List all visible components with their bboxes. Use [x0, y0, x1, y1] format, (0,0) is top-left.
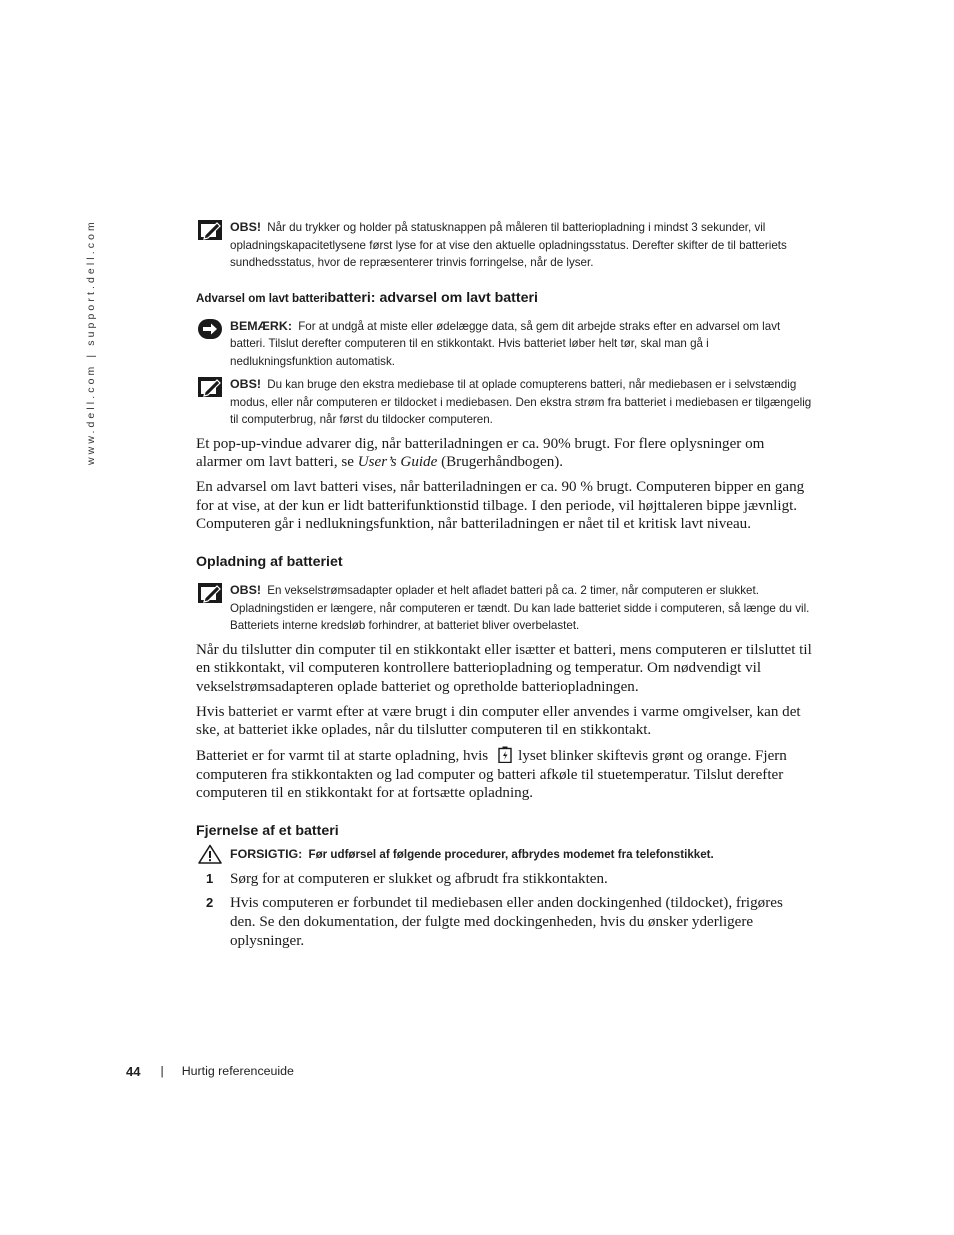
page-footer: [126, 1061, 294, 1081]
section-heading-advarsel: [196, 289, 812, 308]
pencil-note-icon: [198, 220, 222, 240]
note-text: Før udførsel af følgende procedurer, afbrydes modemet fra telefonstikket.: [308, 848, 714, 862]
note-label: OBS!: [230, 220, 261, 234]
pencil-note-icon: [198, 377, 222, 397]
pencil-note-icon: [198, 583, 222, 603]
paragraph-varmt: Hvis batteriet er varmt efter at være brugt i din computer eller anvendes i varme omgivelser, kan det ske, at batteriet ikke oplades, når du tilslutter computeren til en stikkontakt.: [196, 703, 801, 739]
step-text: Hvis computeren er forbundet til mediebasen eller anden dockingenhed (tildocket), frigøres den. Se den dokumentation, der fulgte med dockingenheden, hvis du ønsker yderligere oplysninger.: [230, 895, 783, 949]
note-obs-statusknap: [196, 219, 812, 272]
heading-small-part: Advarsel om lavt batteri: [196, 291, 328, 305]
paragraph-popup: [196, 435, 812, 472]
section-heading-fjernelse: Fjernelse af et batteri: [196, 823, 339, 840]
paragraph-text: lyset blinker skiftevis grønt og orange. Fjern computeren fra stikkontakten og lad computer og batteri afkøle til stuetemperatur. Tilslut derefter computeren til en stikkontakt for at fortsætte opladning.: [196, 748, 787, 802]
note-label: OBS!: [230, 583, 261, 598]
note-obs-adapter: [196, 582, 812, 635]
note-bemaerk: [196, 318, 812, 371]
note-label: BEMÆRK:: [230, 318, 292, 333]
paragraph-tilslut: Når du tilslutter din computer til en stikkontakt eller isætter et batteri, mens computeren er tilsluttet til en stikkontakt, vil computeren kontrollere batteriopladning og temperatur. Om nødvendigt vil vekselstrømsadapteren oplade batteriet og opretholde batteriopladningen.: [196, 641, 812, 695]
footer-separator: |: [160, 1064, 164, 1078]
arrow-notice-icon: [198, 319, 222, 339]
footer-title: Hurtig referenceuide: [181, 1064, 294, 1078]
note-text: Når du trykker og holder på statusknappen på måleren til batteriopladning i mindst 3 sekunder, vil opladningskapacitetlysene først lyse for at vise den aktuelle opladningsstatus. Derefter skifter de til batteriets sundhedsstatus, hvor de repræsenterer trinvis forringelse, når de lyser.: [230, 221, 787, 269]
warning-triangle-icon: [198, 844, 222, 864]
note-text: For at undgå at miste eller ødelægge data, så gem dit arbejde straks efter en advarsel om lavt batteri. Tilslut derefter computeren til en stikkontakt. Hvis batteriet løber helt tør, skal man gå i nedlukningsfunktion automatisk.: [230, 319, 781, 368]
page-content: [196, 219, 812, 950]
paragraph-text: Batteriet er for varmt til at starte opladning, hvis: [196, 748, 489, 765]
battery-icon: [498, 746, 512, 763]
paragraph-text: (Brugerhåndbogen).: [437, 454, 564, 471]
user-guide-title: User’s Guide: [357, 454, 438, 471]
heading-main-part: batteri: advarsel om lavt batteri: [327, 289, 538, 306]
note-label: FORSIGTIG:: [230, 847, 303, 862]
step-number: 1: [206, 870, 214, 886]
list-item: [196, 870, 812, 889]
list-item: [196, 894, 812, 950]
note-text: Du kan bruge den ekstra mediebase til at oplade comupterens batteri, når mediebasen er i selvstændig modus, eller når computeren er tildocket i mediebasen. Den ekstra strøm fra batteriet i mediebasen er tilgængelig til computerbrug, når først du tildocker computeren.: [230, 378, 812, 426]
section-heading-opladning: Opladning af batteriet: [196, 554, 343, 571]
paragraph-for-varmt: [196, 746, 812, 803]
sidebar-url: www.dell.com | support.dell.com: [85, 219, 97, 465]
note-text: En vekselstrømsadapter oplader et helt afladet batteri på ca. 2 timer, når computeren er slukket. Opladningstiden er længere, når computeren er tændt. Du kan lade batteriet sidde i computeren, så længe du vil. Batteriets interne kredsløb forhindrer, at batteriet bliver overbelastet.: [230, 584, 810, 633]
note-label: OBS!: [230, 377, 261, 391]
paragraph-text: Et pop-up-vindue advarer dig, når batteriladningen er ca. 90% brugt. For flere oplysninger om alarmer om lavt batteri, se: [196, 435, 765, 471]
note-obs-mediebase: [196, 376, 812, 429]
note-forsigtig: [196, 846, 812, 864]
step-number: 2: [206, 895, 214, 911]
step-text: Sørg for at computeren er slukket og afbrudt fra stikkontakten.: [230, 870, 608, 887]
paragraph-advarsel: En advarsel om lavt batteri vises, når batteriladningen er ca. 90 % brugt. Computeren bipper en gang for at vise, at der kun er lidt batterifunktionstid tilbage. I den periode, vil højttaleren bippe jævnligt. Computeren går i nedlukningsfunktion, når batteriladningen er nået til et kritisk lavt niveau.: [196, 478, 805, 533]
page-number: 44: [126, 1063, 141, 1079]
